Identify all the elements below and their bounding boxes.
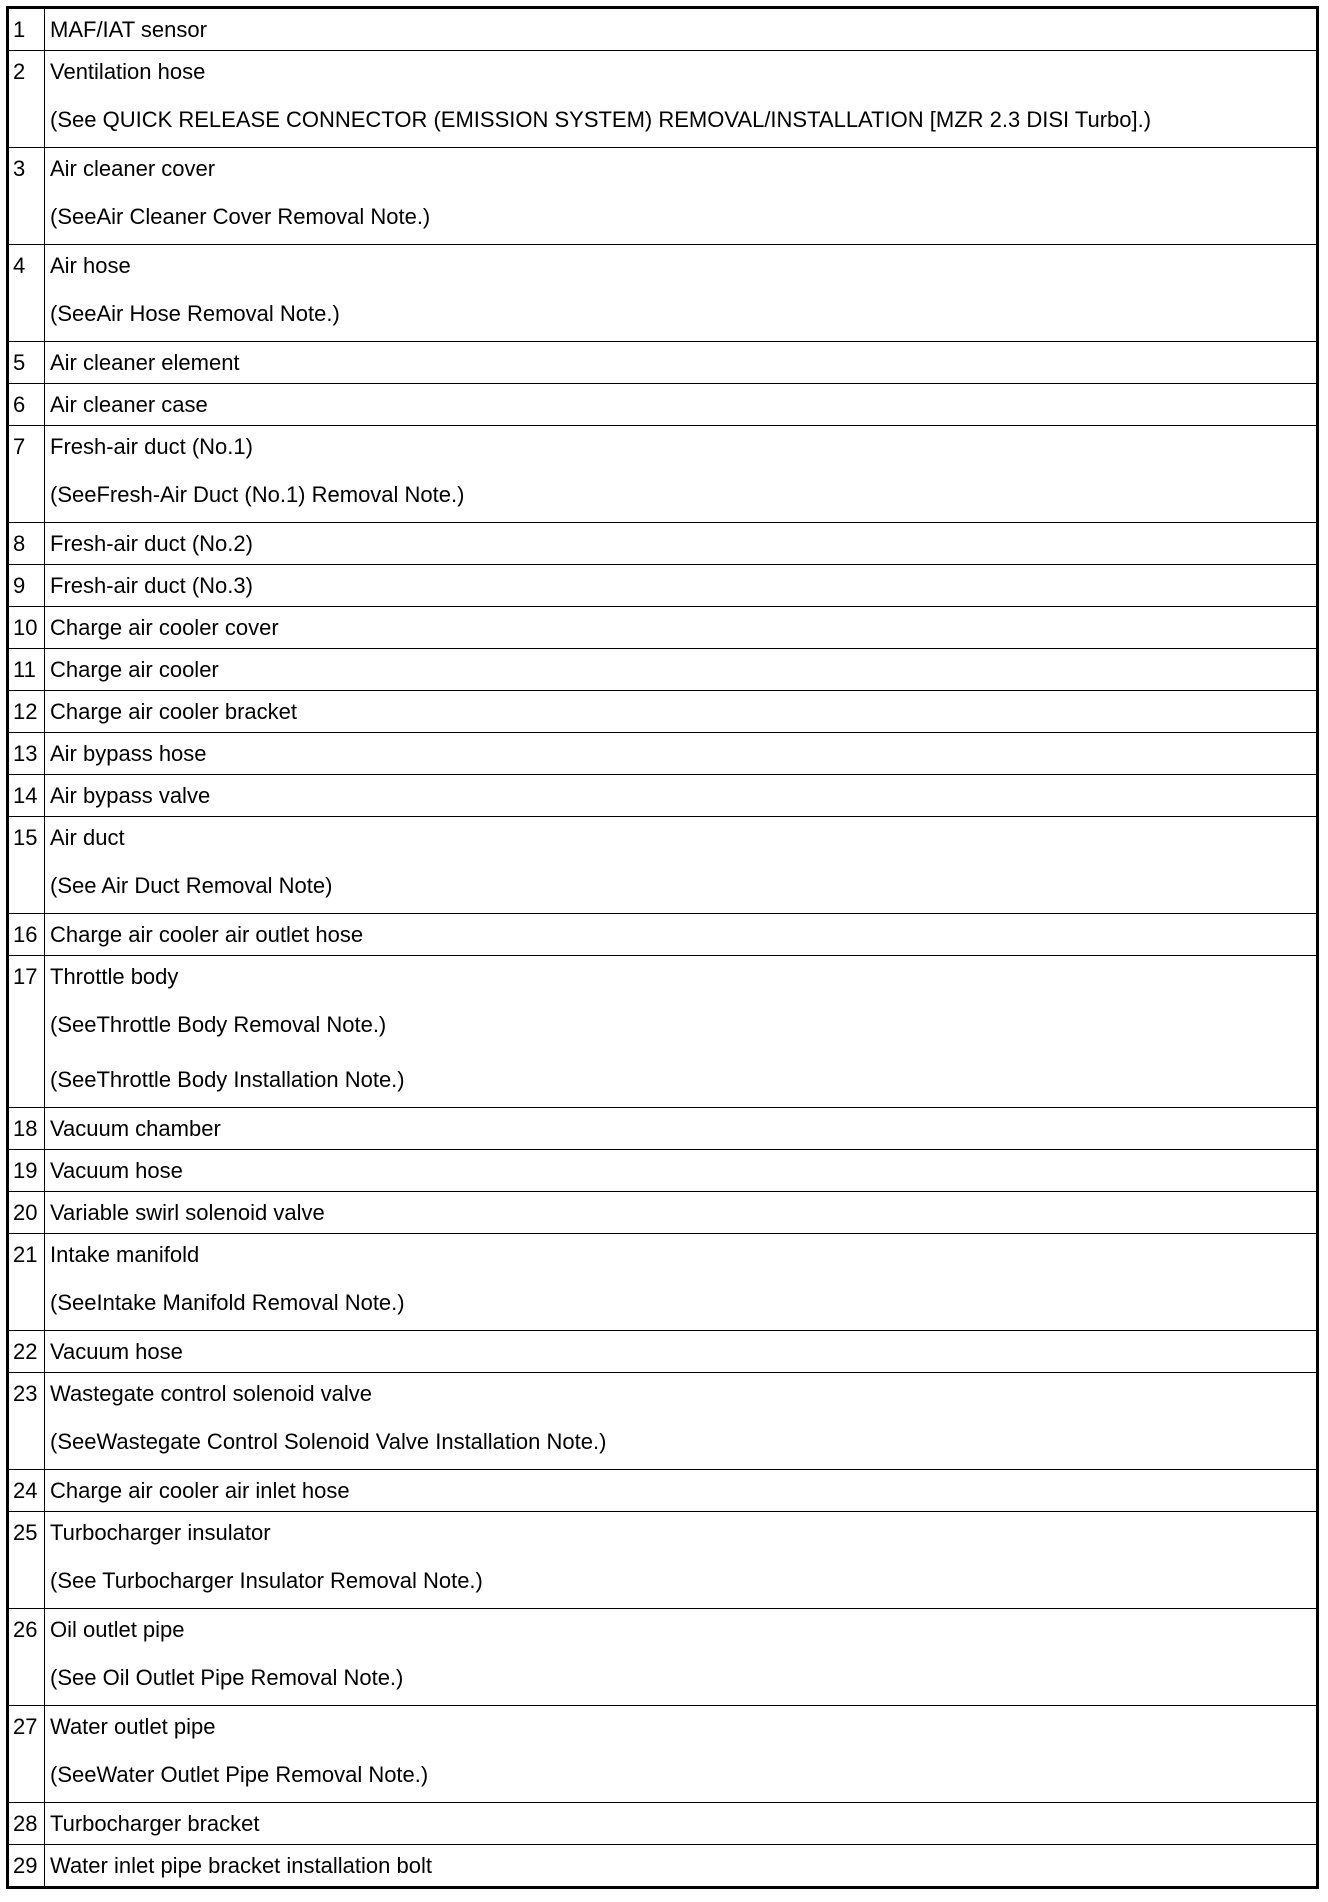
part-note-link[interactable]: (SeeFresh-Air Duct (No.1) Removal Note.) bbox=[50, 482, 465, 507]
part-number: 10 bbox=[8, 607, 45, 649]
part-name: Fresh-air duct (No.3) bbox=[50, 573, 253, 598]
table-row bbox=[8, 245, 1318, 342]
part-number: 4 bbox=[8, 245, 45, 342]
table-row bbox=[8, 1373, 1318, 1470]
table-row bbox=[8, 817, 1318, 914]
part-description-cell bbox=[45, 245, 1318, 342]
table-row bbox=[8, 523, 1318, 565]
table-row bbox=[8, 691, 1318, 733]
table-row bbox=[8, 1108, 1318, 1150]
part-description-cell bbox=[45, 8, 1318, 51]
part-number: 22 bbox=[8, 1331, 45, 1373]
part-description-cell bbox=[45, 1108, 1318, 1150]
part-name: Air cleaner cover bbox=[50, 156, 216, 181]
part-number: 5 bbox=[8, 342, 45, 384]
part-name: Water inlet pipe bracket installation bolt bbox=[50, 1853, 432, 1878]
part-name: Intake manifold bbox=[50, 1242, 200, 1267]
part-note-link[interactable]: (SeeThrottle Body Installation Note.) bbox=[50, 1067, 405, 1092]
part-description-cell bbox=[45, 1150, 1318, 1192]
part-number: 15 bbox=[8, 817, 45, 914]
part-name: Turbocharger bracket bbox=[50, 1811, 260, 1836]
part-name: Turbocharger insulator bbox=[50, 1520, 271, 1545]
part-note-link[interactable]: (See QUICK RELEASE CONNECTOR (EMISSION SYSTEM) REMOVAL/INSTALLATION [MZR 2.3 DISI Turbo].) bbox=[50, 107, 1152, 132]
table-row bbox=[8, 1845, 1318, 1888]
part-name: Charge air cooler cover bbox=[50, 615, 279, 640]
table-row bbox=[8, 1150, 1318, 1192]
part-number: 28 bbox=[8, 1803, 45, 1845]
table-row bbox=[8, 914, 1318, 956]
part-number: 17 bbox=[8, 956, 45, 1108]
table-row bbox=[8, 1609, 1318, 1706]
part-number: 18 bbox=[8, 1108, 45, 1150]
part-number: 9 bbox=[8, 565, 45, 607]
table-row bbox=[8, 607, 1318, 649]
part-description-cell bbox=[45, 691, 1318, 733]
part-name: Variable swirl solenoid valve bbox=[50, 1200, 325, 1225]
part-description-cell bbox=[45, 1803, 1318, 1845]
table-row bbox=[8, 1331, 1318, 1373]
table-row bbox=[8, 956, 1318, 1108]
part-name: Vacuum chamber bbox=[50, 1116, 221, 1141]
parts-table bbox=[6, 6, 1319, 1889]
part-number: 24 bbox=[8, 1470, 45, 1512]
table-row bbox=[8, 649, 1318, 691]
part-description-cell bbox=[45, 649, 1318, 691]
part-name: Vacuum hose bbox=[50, 1339, 183, 1364]
part-description-cell bbox=[45, 148, 1318, 245]
part-description-cell bbox=[45, 523, 1318, 565]
table-row bbox=[8, 342, 1318, 384]
part-name: Air hose bbox=[50, 253, 131, 278]
part-number: 27 bbox=[8, 1706, 45, 1803]
part-number: 13 bbox=[8, 733, 45, 775]
table-row bbox=[8, 384, 1318, 426]
table-row bbox=[8, 1803, 1318, 1845]
part-name: Charge air cooler bbox=[50, 657, 219, 682]
part-note-link[interactable]: (See Oil Outlet Pipe Removal Note.) bbox=[50, 1665, 404, 1690]
parts-table-body bbox=[8, 8, 1318, 1888]
table-row bbox=[8, 1512, 1318, 1609]
part-number: 6 bbox=[8, 384, 45, 426]
part-note-link[interactable]: (SeeWastegate Control Solenoid Valve Installation Note.) bbox=[50, 1429, 607, 1454]
part-description-cell bbox=[45, 426, 1318, 523]
part-name: Charge air cooler air inlet hose bbox=[50, 1478, 350, 1503]
part-note-link[interactable]: (SeeAir Hose Removal Note.) bbox=[50, 301, 340, 326]
part-description-cell bbox=[45, 914, 1318, 956]
part-note-link[interactable]: (SeeIntake Manifold Removal Note.) bbox=[50, 1290, 405, 1315]
part-description-cell bbox=[45, 607, 1318, 649]
part-note-link[interactable]: (SeeThrottle Body Removal Note.) bbox=[50, 1012, 387, 1037]
part-name: Oil outlet pipe bbox=[50, 1617, 185, 1642]
part-name: Vacuum hose bbox=[50, 1158, 183, 1183]
part-description-cell bbox=[45, 775, 1318, 817]
part-note-link[interactable]: (SeeAir Cleaner Cover Removal Note.) bbox=[50, 204, 431, 229]
part-number: 12 bbox=[8, 691, 45, 733]
part-description-cell bbox=[45, 1373, 1318, 1470]
part-number: 14 bbox=[8, 775, 45, 817]
table-row bbox=[8, 1234, 1318, 1331]
table-row bbox=[8, 148, 1318, 245]
part-number: 20 bbox=[8, 1192, 45, 1234]
part-description-cell bbox=[45, 1331, 1318, 1373]
part-number: 2 bbox=[8, 51, 45, 148]
part-number: 25 bbox=[8, 1512, 45, 1609]
part-number: 7 bbox=[8, 426, 45, 523]
part-description-cell bbox=[45, 817, 1318, 914]
part-number: 1 bbox=[8, 8, 45, 51]
part-description-cell bbox=[45, 1706, 1318, 1803]
table-row bbox=[8, 733, 1318, 775]
part-name: Water outlet pipe bbox=[50, 1714, 216, 1739]
table-row bbox=[8, 1706, 1318, 1803]
part-description-cell bbox=[45, 342, 1318, 384]
part-description-cell bbox=[45, 384, 1318, 426]
part-name: Air bypass valve bbox=[50, 783, 211, 808]
part-number: 3 bbox=[8, 148, 45, 245]
part-note-link[interactable]: (See Turbocharger Insulator Removal Note.) bbox=[50, 1568, 483, 1593]
part-description-cell bbox=[45, 1470, 1318, 1512]
part-name: Fresh-air duct (No.1) bbox=[50, 434, 253, 459]
table-row bbox=[8, 565, 1318, 607]
part-name: Air bypass hose bbox=[50, 741, 207, 766]
part-description-cell bbox=[45, 733, 1318, 775]
part-name: Wastegate control solenoid valve bbox=[50, 1381, 373, 1406]
part-number: 23 bbox=[8, 1373, 45, 1470]
table-row bbox=[8, 1192, 1318, 1234]
part-number: 19 bbox=[8, 1150, 45, 1192]
part-number: 16 bbox=[8, 914, 45, 956]
part-description-cell bbox=[45, 565, 1318, 607]
part-description-cell bbox=[45, 1609, 1318, 1706]
part-name: Ventilation hose bbox=[50, 59, 206, 84]
part-number: 29 bbox=[8, 1845, 45, 1888]
part-name: Charge air cooler bracket bbox=[50, 699, 298, 724]
part-description-cell bbox=[45, 1512, 1318, 1609]
table-row bbox=[8, 775, 1318, 817]
part-description-cell bbox=[45, 1845, 1318, 1888]
part-name: MAF/IAT sensor bbox=[50, 17, 207, 42]
part-name: Throttle body bbox=[50, 964, 179, 989]
part-number: 8 bbox=[8, 523, 45, 565]
part-number: 11 bbox=[8, 649, 45, 691]
part-name: Charge air cooler air outlet hose bbox=[50, 922, 364, 947]
part-name: Fresh-air duct (No.2) bbox=[50, 531, 253, 556]
part-description-cell bbox=[45, 1234, 1318, 1331]
part-description-cell bbox=[45, 51, 1318, 148]
table-row bbox=[8, 8, 1318, 51]
part-number: 26 bbox=[8, 1609, 45, 1706]
part-note-link[interactable]: (SeeWater Outlet Pipe Removal Note.) bbox=[50, 1762, 429, 1787]
table-row bbox=[8, 426, 1318, 523]
part-name: Air duct bbox=[50, 825, 125, 850]
part-note-link[interactable]: (See Air Duct Removal Note) bbox=[50, 873, 333, 898]
part-description-cell bbox=[45, 956, 1318, 1108]
part-number: 21 bbox=[8, 1234, 45, 1331]
table-row bbox=[8, 51, 1318, 148]
part-description-cell bbox=[45, 1192, 1318, 1234]
table-row bbox=[8, 1470, 1318, 1512]
part-name: Air cleaner case bbox=[50, 392, 208, 417]
part-name: Air cleaner element bbox=[50, 350, 240, 375]
